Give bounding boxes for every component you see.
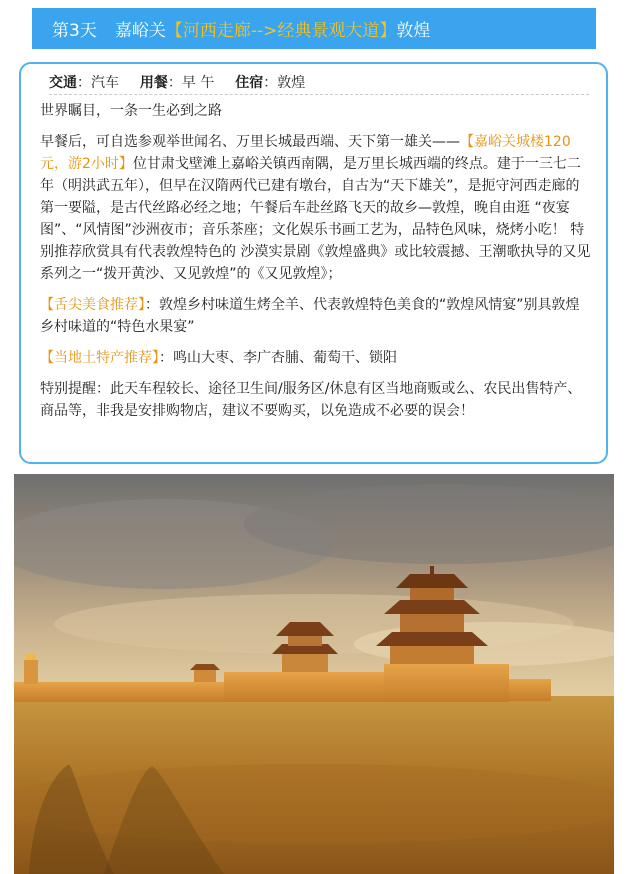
trip-info-row xyxy=(49,72,589,95)
meal-label: 用餐 xyxy=(139,75,168,91)
city-label: 嘉峪关 xyxy=(114,21,166,41)
jiayuguan-fortress-photo xyxy=(14,474,614,874)
description-body: 位甘肃戈壁滩上嘉峪关镇西南隅，是万里长城西端的终点。建于一三七二年（明洪武五年），但早在汉隋两代已建有墩台，自古为“天下雄关”，是扼守河西走廊的第一要隘，是古代丝路必经之地；午餐后车赴丝路飞天的故乡—敦煌，晚自由逛 “夜宴图”、“风情图”沙洲夜市；音乐茶座；文化娱乐书画工艺为，品特色风味，烧烤小吃！ 特别推荐欣赏具有代表敦煌特色的 沙漠实景剧《敦煌盛典》或比较震撼、王潮歌执导的又见系列之一“拨开黄沙、又见敦煌”的《又见敦煌》； xyxy=(40,156,591,282)
stay-value: ：敦煌 xyxy=(263,75,306,91)
local-products-label: 【当地土特产推荐】 xyxy=(40,350,159,366)
day-header xyxy=(32,8,596,49)
local-products-text: ：鸣山大枣、李广杏脯、葡萄干、锁阳 xyxy=(159,350,397,366)
meal-value: ：早 午 xyxy=(167,75,215,91)
itinerary-card xyxy=(19,62,608,464)
food-recommendation xyxy=(40,294,593,338)
food-text: ：敦煌乡村味道生烤全羊、代表敦煌特色美食的“敦煌风情宴”别具敦煌乡村味道的“特色水果宴” xyxy=(40,297,580,335)
slogan: 世界瞩目，一条一生必到之路 xyxy=(40,103,222,119)
local-products-recommendation xyxy=(40,347,593,369)
stay-label: 住宿 xyxy=(235,75,264,91)
route-label: 【河西走廊-->经典景观大道】 xyxy=(165,21,397,41)
day-label: 第3天 xyxy=(52,21,97,41)
transport-value: ：汽车 xyxy=(77,75,119,91)
transport-label: 交通 xyxy=(49,75,77,91)
ticket-highlight: 【嘉峪关城楼120元，游2小时】 xyxy=(40,134,571,172)
special-notice: 特别提醒：此天车程较长、途径卫生间/服务区/休息有区当地商贩或么、农民出售特产、商品等，非我是安排购物店，建议不要购买，以免造成不必要的误会！ xyxy=(40,381,582,419)
destination-label: 敦煌 xyxy=(396,21,431,41)
itinerary-content xyxy=(40,100,593,431)
food-label: 【舌尖美食推荐】 xyxy=(40,297,145,313)
day-description xyxy=(40,131,593,285)
description-intro: 早餐后，可自选参观举世闻名、万里长城最西端、天下第一雄关—— xyxy=(40,134,460,150)
